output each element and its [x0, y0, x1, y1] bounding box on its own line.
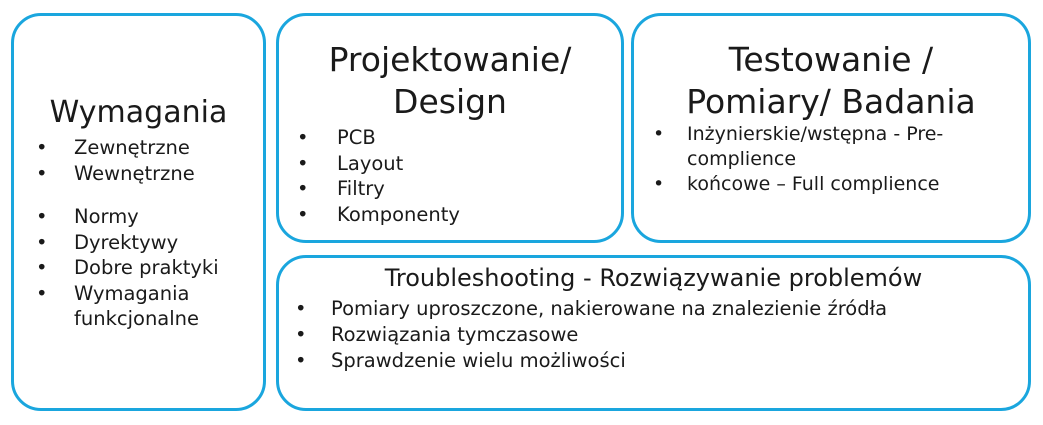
list-item: • Pomiary uproszczone, nakierowane na znalezienie źródła: [295, 297, 888, 320]
bullet-icon: •: [36, 281, 48, 305]
list-item: • Komponenty: [297, 202, 460, 226]
bullet-icon: •: [653, 123, 665, 145]
design-box: [276, 13, 624, 243]
list-item: • Wymagania funkcjonalne: [36, 281, 200, 330]
design-title-line2: Design: [393, 82, 507, 121]
bullet-icon: •: [297, 151, 309, 175]
bullet-icon: •: [295, 349, 307, 372]
list-item: • Zewnętrzne: [36, 136, 190, 159]
list-item: • Sprawdzenie wielu możliwości: [295, 349, 626, 372]
list-item: • Inżynierskie/wstępna - Pre-complience: [653, 123, 944, 170]
list-item: • Wewnętrzne: [36, 161, 195, 185]
list-item: • Dyrektywy: [36, 230, 179, 254]
bullet-icon: •: [36, 136, 48, 159]
list-item: • Dobre praktyki: [36, 256, 219, 279]
list-item: • Layout: [297, 151, 404, 175]
bullet-icon: •: [36, 205, 48, 228]
bullet-icon: •: [653, 173, 665, 195]
list-item: • Filtry: [297, 177, 385, 200]
requirements-box: [11, 13, 266, 411]
list-item: • Rozwiązania tymczasowe: [295, 323, 579, 346]
design-title-line1: Projektowanie/: [328, 40, 572, 79]
testing-box: [631, 13, 1031, 243]
testing-title-line1: Testowanie /: [728, 40, 934, 79]
testing-list: [653, 122, 1007, 197]
bullet-icon: •: [36, 161, 48, 185]
bullet-icon: •: [297, 202, 309, 226]
testing-title: [634, 39, 1028, 123]
list-item: • PCB: [297, 126, 376, 149]
list-item: • Normy: [36, 205, 139, 228]
design-title: [279, 39, 621, 123]
bullet-icon: •: [297, 126, 309, 149]
bullet-icon: •: [295, 323, 307, 346]
list-item: • końcowe – Full complience: [653, 173, 940, 195]
bullet-icon: •: [36, 256, 48, 279]
troubleshooting-title: Troubleshooting - Rozwiązywanie problemów: [384, 264, 923, 292]
requirements-list: [36, 135, 264, 332]
testing-title-line2: Pomiary/ Badania: [686, 82, 976, 121]
bullet-icon: •: [295, 297, 307, 320]
bullet-icon: •: [297, 177, 309, 200]
troubleshooting-box: [276, 255, 1031, 411]
troubleshooting-list: [295, 296, 887, 374]
requirements-title: Wymagania: [49, 95, 228, 130]
bullet-icon: •: [36, 230, 48, 254]
design-list: [297, 125, 460, 227]
